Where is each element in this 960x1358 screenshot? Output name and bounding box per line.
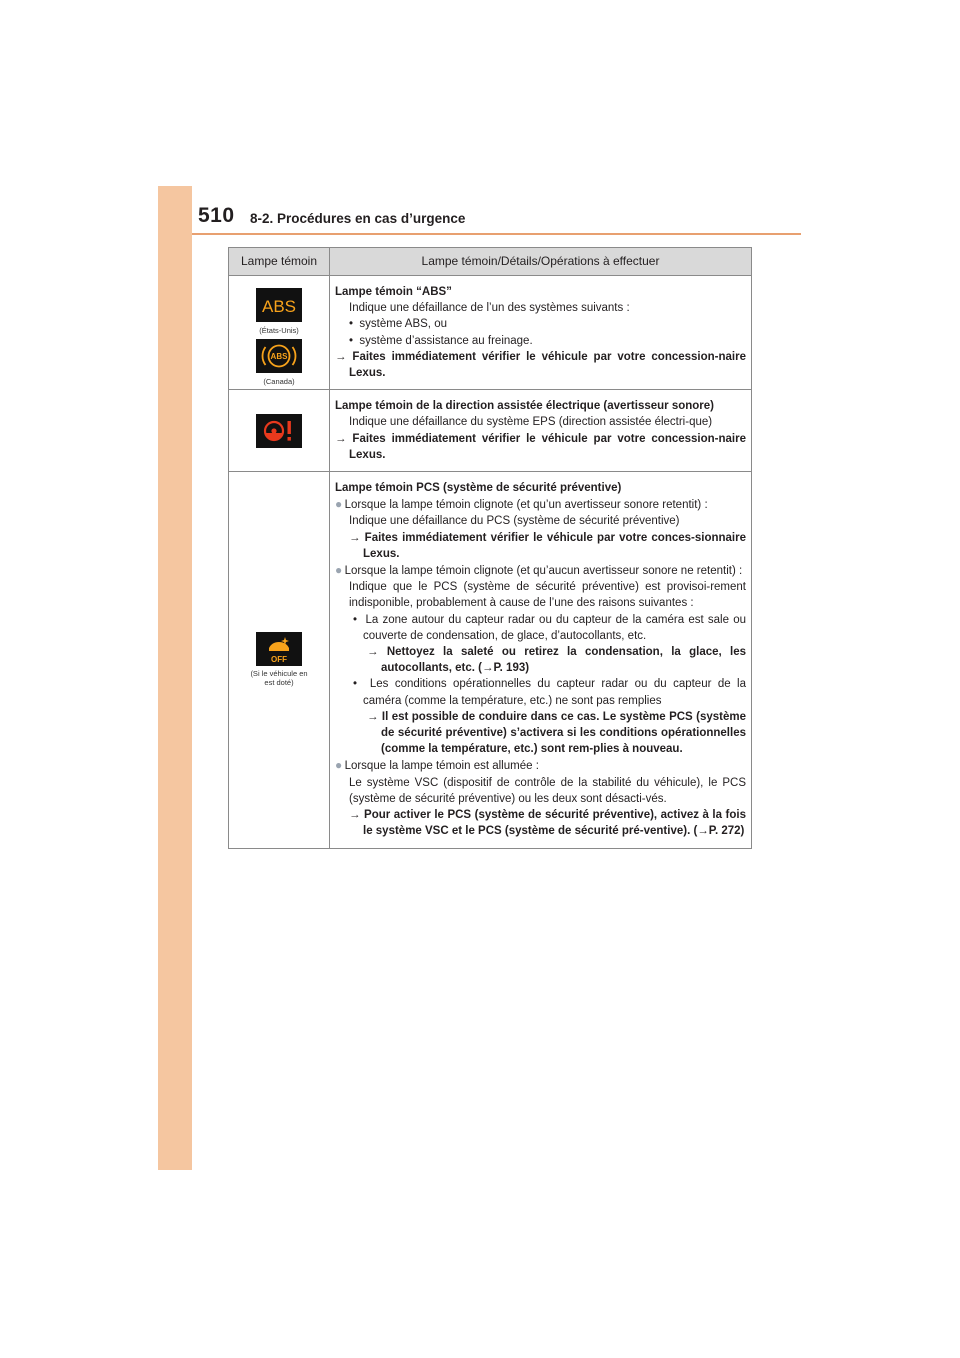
table-header-row [229,248,752,276]
details-cell [330,472,752,848]
lamp-icon-cell [229,390,330,472]
list-item: ● Lorsque la lampe témoin clignote (et qu’aucun avertisseur sonore ne retentit) : [335,563,743,578]
row-description: Le système VSC (dispositif de contrôle de la stabilité du véhicule), le PCS (système de sécurité préventive) ou les deux sont désacti-vés. [349,776,746,805]
details-cell [330,390,752,472]
list-item: • La zone autour du capteur radar ou du capteur de la caméra est sale ou couverte de condensation, de glace, d’autocollants, etc. [353,613,746,642]
action-text: → Il est possible de conduire dans ce cas. Le système PCS (système de sécurité préventive) s’activera si les conditions opérationnelles (comme la température, etc.) sont rem-plies à nouveau. [367,710,746,756]
action-text: → Faites immédiatement vérifier le véhicule par votre concession-naire Lexus. [335,350,746,380]
abs-usa-lamp-icon [256,288,302,322]
table-row [229,276,752,390]
details-cell [330,276,752,390]
lamp-icon-cell [229,276,330,390]
abs-canada-lamp-icon [256,339,302,373]
row-description: Indique une défaillance du PCS (système de sécurité préventive) [349,515,680,528]
row-description: Indique que le PCS (système de sécurité préventive) est provisoi-rement indisponible, probablement à cause de l’une des raisons suivantes : [349,581,746,610]
action-text: → Faites immédiatement vérifier le véhicule par votre conces-sionnaire Lexus. [349,531,746,560]
section-title: 8-2. Procédures en cas d’urgence [250,211,466,226]
list-item: • système ABS, ou [349,318,447,331]
page-number: 510 [198,204,235,227]
row-description: Indique une défaillance du système EPS (direction assistée électri-que) [349,416,713,429]
list-item: ● Lorsque la lampe témoin clignote (et qu’un avertisseur sonore retentit) : [335,497,708,512]
lamp-icon-cell [229,472,330,848]
action-text: → Faites immédiatement vérifier le véhicule par votre concession-naire Lexus. [335,432,746,461]
chapter-side-bar [158,186,192,1170]
lamp-caption: (Si le véhicule en est doté) [250,669,308,688]
row-title: Lampe témoin PCS (système de sécurité préventive) [335,482,622,495]
row-title: Lampe témoin de la direction assistée électrique (avertisseur sonore) [335,400,714,413]
lamp-caption: (États-Unis) [259,326,299,335]
pcs-lamp-icon [256,632,302,666]
svg-text:ABS: ABS [261,297,297,316]
warning-lamp-table [228,247,752,849]
svg-text:ABS: ABS [270,352,288,361]
list-item: ● Lorsque la lampe témoin est allumée : [335,758,539,773]
action-text: → Pour activer le PCS (système de sécurité préventive), activez à la fois le système VSC et le PCS (système de sécurité pré-ventive). (→P. 272) [349,809,746,838]
eps-lamp-icon [256,414,302,448]
action-text: → Nettoyez la saleté ou retirez la condensation, la glace, les autocollants, etc. (→P. 193) [367,646,746,675]
table-row [229,472,752,848]
list-item: • Les conditions opérationnelles du capteur radar ou du capteur de la caméra (comme la température, etc.) ne sont pas remplies [353,678,746,707]
row-title: Lampe témoin “ABS” [335,286,452,298]
table-row [229,390,752,472]
lamp-caption: (Canada) [263,377,295,386]
list-item: • système d’assistance au freinage. [349,334,533,347]
column-header-details: Lampe témoin/Détails/Opérations à effectuer [330,248,752,276]
header-rule [192,233,801,235]
svg-text:OFF: OFF [271,655,287,665]
row-description: Indique une défaillance de l’un des systèmes suivants : [349,302,630,315]
column-header-lamp: Lampe témoin [229,248,330,276]
